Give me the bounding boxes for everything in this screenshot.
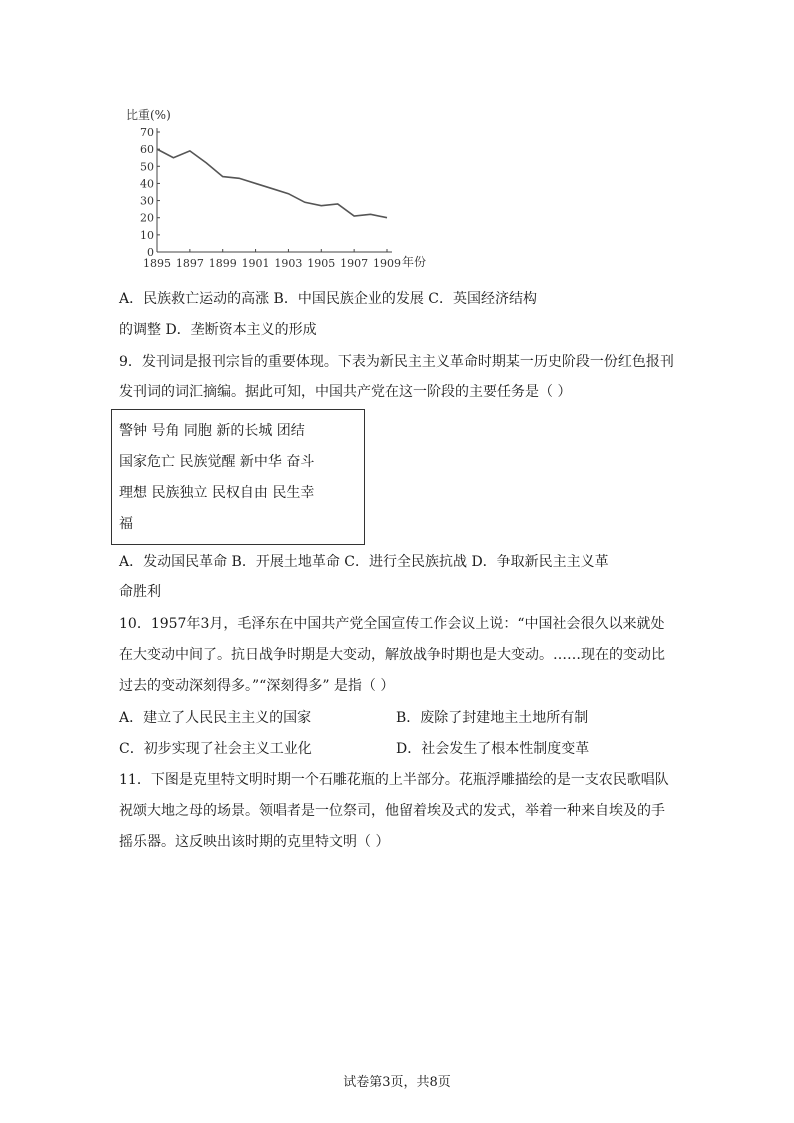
q8-options-line-1: A．民族救亡运动的高涨 B．中国民族企业的发展 C．英国经济结构 [119, 291, 538, 307]
q9-box-line-3: 理想 民族独立 民权自由 民生幸 [119, 485, 315, 501]
x-tick-label: 1897 [175, 257, 204, 270]
q10-option-d: D．社会发生了根本性制度变革 [396, 741, 590, 757]
q9-stem-line-2: 发刊词的词汇摘编。据此可知，中国共产党在这一阶段的主要任务是（ ） [119, 384, 572, 400]
y-tick-label: 30 [140, 194, 154, 208]
x-tick-label: 1905 [307, 257, 336, 270]
page-footer: 试卷第3页，共8页 [343, 1075, 451, 1090]
series-line [157, 149, 387, 218]
q11-stem-line-3: 摇乐器。这反映出该时期的克里特文明（ ） [119, 834, 390, 850]
q9-options-line-2: 命胜利 [119, 584, 161, 600]
x-tick-label: 1907 [340, 257, 369, 270]
q9-box-line-2: 国家危亡 民族觉醒 新中华 奋斗 [119, 454, 315, 470]
x-tick-label: 1895 [143, 257, 171, 270]
q10-option-a: A．建立了人民民主主义的国家 [119, 710, 312, 726]
y-tick-label: 40 [140, 177, 154, 191]
q11-stem-line-2: 祝颂大地之母的场景。领唱者是一位祭司，他留着埃及式的发式，举着一种来自埃及的手 [119, 803, 665, 819]
y-tick-label: 50 [140, 160, 154, 174]
x-tick-label: 1899 [208, 257, 237, 270]
y-tick-label: 60 [140, 143, 154, 157]
q10-option-c: C．初步实现了社会主义工业化 [119, 741, 312, 757]
y-tick-label: 20 [140, 211, 154, 225]
x-axis-label: 年份 [402, 255, 427, 269]
x-tick-label: 1909 [373, 257, 401, 270]
q9-box-line-1: 警钟 号角 同胞 新的长城 团结 [119, 423, 305, 439]
y-axis-label: 比重(%) [126, 108, 171, 122]
x-tick-label: 1903 [274, 257, 303, 270]
q9-vocabulary-box [111, 409, 365, 545]
y-tick-label: 0 [147, 246, 154, 259]
q9-stem-line-1: 9．发刊词是报刊宗旨的重要体现。下表为新民主主义革命时期某一历史阶段一份红色报刊 [119, 354, 674, 370]
x-tick-label: 1901 [241, 257, 270, 270]
q10-stem-line-2: 在大变动中间了。抗日战争时期是大变动，解放战争时期也是大变动。……现在的变动比 [119, 647, 665, 663]
q9-box-line-4: 福 [119, 516, 133, 532]
q11-stem-line-1: 11．下图是克里特文明时期一个石雕花瓶的上半部分。花瓶浮雕描绘的是一支农民歌唱队 [119, 772, 669, 788]
q10-stem-line-1: 10．1957年3月，毛泽东在中国共产党全国宣传工作会议上说：“中国社会很久以来就处 [119, 616, 665, 632]
q10-option-b: B．废除了封建地主土地所有制 [396, 710, 589, 726]
q8-options-line-2: 的调整 D．垄断资本主义的形成 [119, 322, 317, 338]
q10-stem-line-3: 过去的变动深刻得多。”“深刻得多” 是指（ ） [119, 678, 395, 694]
series-polyline [157, 149, 387, 218]
line-chart [112, 100, 442, 275]
y-tick-label: 10 [140, 228, 154, 242]
q9-options-line-1: A．发动国民革命 B．开展土地革命 C．进行全民族抗战 D．争取新民主主义革 [119, 554, 609, 570]
y-tick-label: 70 [140, 126, 154, 139]
